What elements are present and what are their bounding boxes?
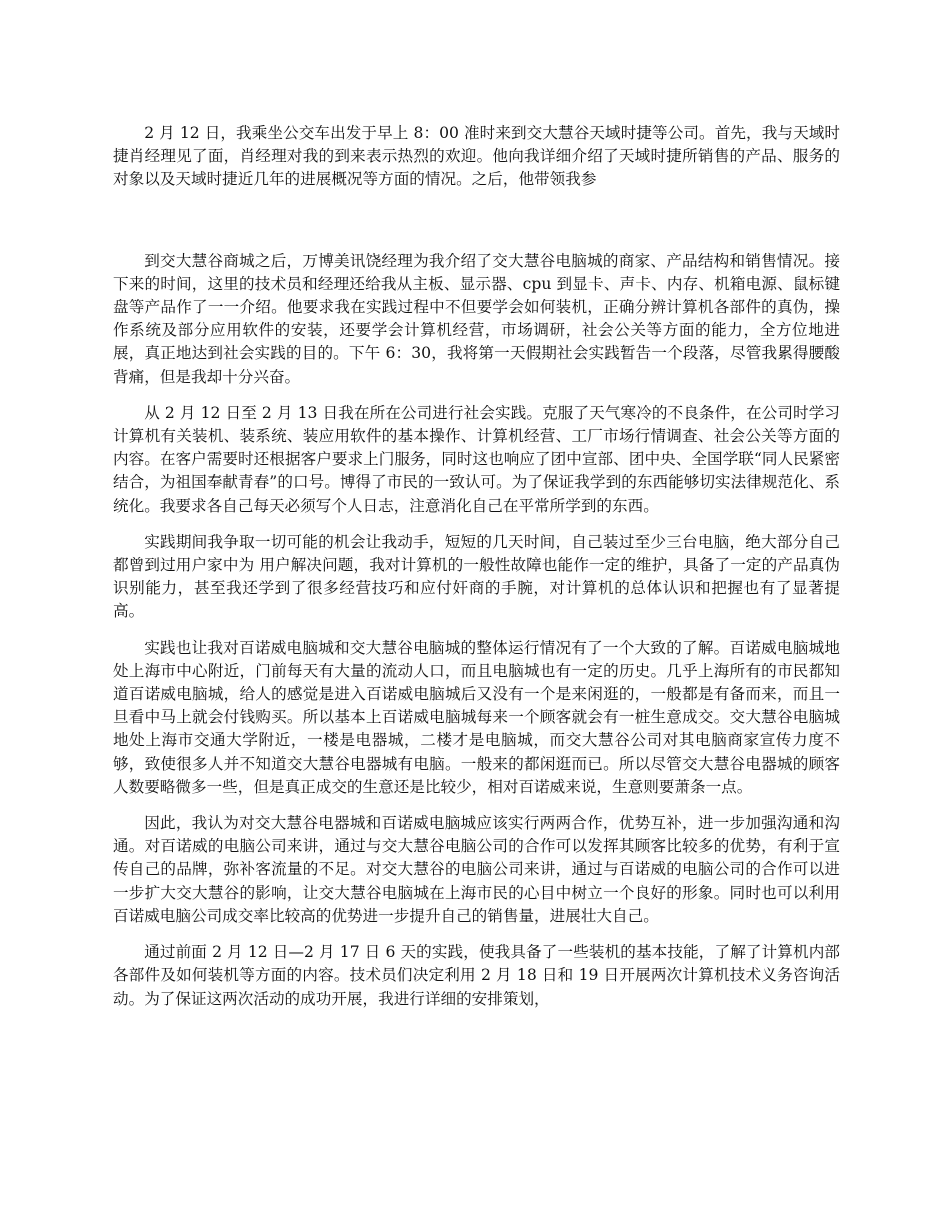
paragraph-2: 到交大慧谷商城之后，万博美讯饶经理为我介绍了交大慧谷电脑城的商家、产品结构和销售情况。接下来的时间，这里的技术员和经理还给我从主板、显示器、cpu 到显卡、声卡、内存、机箱电源、鼠标键盘等产品作了一一介绍。他要求我在实践过程中不但要学会如何装机，正确分辨计算机各部件的真伪，操作系统及部分应用软件的安装，还要学会计算机经营，市场调研，社会公关等方面的能力，全方位地进展，真正地达到社会实践的目的。下午 6：30，我将第一天假期社会实践暂告一个段落，尽管我累得腰酸背痛，但是我却十分兴奋。 bbox=[113, 251, 840, 386]
paragraph-6: 因此，我认为对交大慧谷电器城和百诺威电脑城应该实行两两合作，优势互补，进一步加强沟通和沟通。对百诺威的电脑公司来讲，通过与交大慧谷电脑公司的合作可以发挥其顾客比较多的优势，有利于宣传自己的品牌，弥补客流量的不足。对交大慧谷的电脑公司来讲，通过与百诺威的电脑公司的合作可以进一步扩大交大慧谷的影响，让交大慧谷电脑城在上海市民的心目中树立一个良好的形象。同时也可以利用百诺威电脑公司成交率比较高的优势进一步提升自己的销售量，进展壮大自己。 bbox=[113, 814, 840, 925]
paragraph-7: 通过前面 2 月 12 日—2 月 17 日 6 天的实践，使我具备了一些装机的基本技能，了解了计算机内部各部件及如何装机等方面的内容。技术员们决定利用 2 月 18 日和 19 日开展两次计算机技术义务咨询活动。为了保证这两次活动的成功开展，我进行详细的安排策划， bbox=[113, 943, 840, 1008]
paragraph-3: 从 2 月 12 日至 2 月 13 日我在所在公司进行社会实践。克服了天气寒冷的不良条件，在公司时学习计算机有关装机、装系统、装应用软件的基本操作、计算机经营、工厂市场行情调查、社会公关等方面的内容。在客户需要时还根据客户要求上门服务，同时这也响应了团中宣部、团中央、全国学联“同人民紧密结合，为祖国奉献青春”的口号。博得了市民的一致认可。为了保证我学到的东西能够切实法律规范化、系统化。我要求各自己每天必须写个人日志，注意消化自己在平常所学到的东西。 bbox=[113, 403, 840, 515]
paragraph-1: 2 月 12 日，我乘坐公交车出发于早上 8：00 准时来到交大慧谷天域时捷等公司。首先，我与天域时捷肖经理见了面，肖经理对我的到来表示热烈的欢迎。他向我详细介绍了天域时捷所销售的产品、服务的对象以及天域时捷近几年的进展概况等方面的情况。之后，他带领我参 bbox=[113, 124, 840, 189]
paragraph-5: 实践也让我对百诺威电脑城和交大慧谷电脑城的整体运行情况有了一个大致的了解。百诺威电脑城地处上海市中心附近，门前每天有大量的流动人口，而且电脑城也有一定的历史。几乎上海所有的市民都知道百诺威电脑城，给人的感觉是进入百诺威电脑城后又没有一个是来闲逛的，一般都是有备而来，而且一旦看中马上就会付钱购买。所以基本上百诺威电脑城每来一个顾客就会有一桩生意成交。交大慧谷电脑城地处上海市交通大学附近，一楼是电器城，二楼才是电脑城，而交大慧谷公司对其电脑商家宣传力度不够，致使很多人并不知道交大慧谷电器城有电脑。一般来的都闲逛而已。所以尽管交大慧谷电器城的顾客人数要略微多一些，但是真正成交的生意还是比较少，相对百诺威来说，生意则要萧条一点。 bbox=[113, 638, 840, 796]
document-page bbox=[113, 122, 840, 1011]
paragraph-4: 实践期间我争取一切可能的机会让我动手，短短的几天时间，自己装过至少三台电脑，绝大部分自己都曾到过用户家中为 用户解决问题，我对计算机的一般性故障也能作一定的维护，具备了一定的产品真伪识别能力，甚至我还学到了很多经营技巧和应付奸商的手腕，对计算机的总体认识和把握也有了显著提高。 bbox=[113, 532, 840, 621]
page-gap bbox=[113, 192, 840, 250]
